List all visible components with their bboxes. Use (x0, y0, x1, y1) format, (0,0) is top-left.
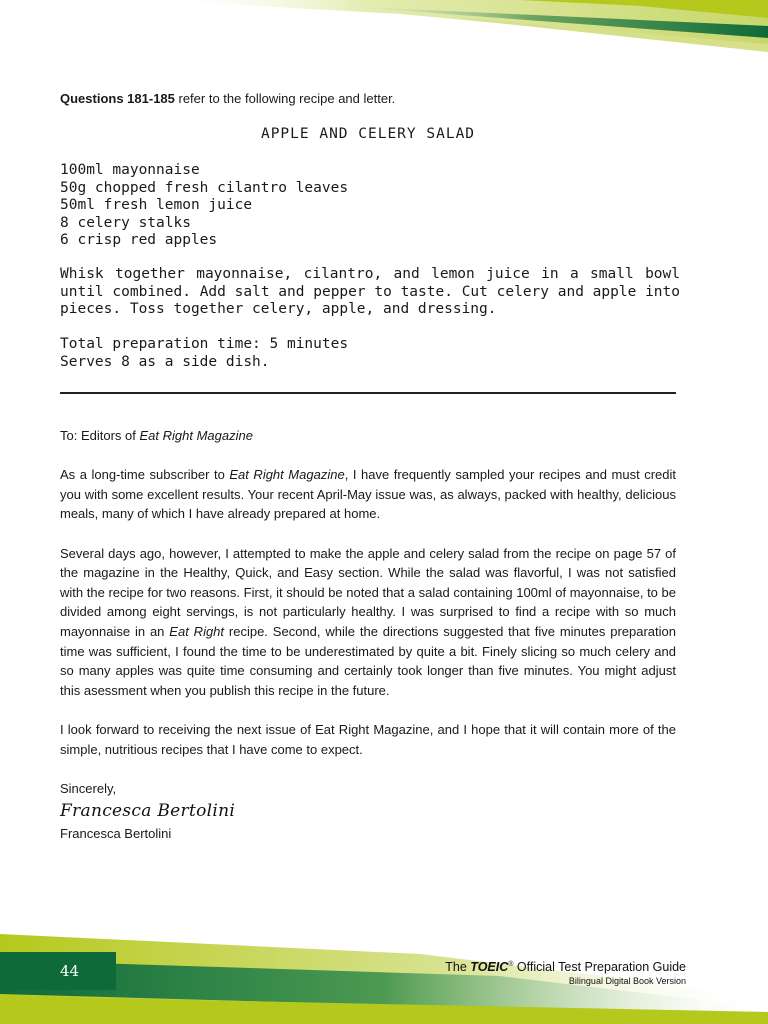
paragraph-text: , I have frequently sampled your recipes and must credit you with some excellent results. Your recent April-May issue was, as always, packed with healthy, delicious meals, many of which I have already prepared at home. (60, 467, 677, 522)
letter-paragraph-3: I look forward to receiving the next issue of Eat Right Magazine, and I hope that it will contain more of the simple, nutritious recipes that I have come to expect. (60, 721, 676, 757)
toeic-brand: TOEIC (470, 960, 509, 974)
paragraph-text: Several days ago, however, I attempted to make the apple and celery salad from the recipe on page 57 of the magazine in the Healthy, Quick, and Easy section. While the salad was flavorful, I was not satisfied with the recipe for two reasons. First, it should be noted that a salad containing 100ml of mayonnaise, to be divided among eight servings, is not particularly healthy. I was surprised to find a recipe with so much mayonnaise in an (60, 545, 676, 639)
footer-guide-title (445, 960, 686, 974)
ingredient-item: 6 crisp red apples (60, 232, 218, 248)
questions-intro (60, 91, 395, 106)
footer-title-prefix: The (445, 960, 471, 974)
page-number: 44 (60, 962, 80, 980)
recipe-time-block (60, 336, 348, 371)
letter-closing: Sincerely, (60, 780, 117, 796)
letter-paragraph-1 (60, 465, 676, 524)
letter-recipient (60, 426, 676, 446)
magazine-name: Eat Right Magazine (229, 467, 345, 483)
ingredient-item: 8 celery stalks (60, 214, 191, 231)
ingredient-item: 100ml mayonnaise (60, 162, 200, 178)
section-divider (60, 392, 676, 394)
footer-subtitle: Bilingual Digital Book Version (568, 976, 686, 986)
letter (60, 426, 676, 863)
paragraph-text: As a long-time subscriber to (60, 467, 230, 483)
recipient-prefix: To: Editors of (60, 428, 140, 443)
footer-title-rest: Official Test Preparation Guide (513, 960, 686, 974)
magazine-name: Eat Right (169, 623, 225, 639)
paragraph-text: recipe. Second, while the directions suggested that five minutes preparation time was sufficient, I found the time to be underestimated by quite a bit. Finely slicing so much celery and so many apples was quite time consuming and certainly took longer than five minutes. You might adjust this asessment when you publish this recipe in the future. (60, 623, 676, 698)
prep-time: Total preparation time: 5 minutes (60, 336, 349, 352)
question-range: Questions 181-185 (60, 91, 175, 106)
ingredient-list (60, 162, 348, 250)
registered-mark: ® (508, 960, 514, 968)
ingredient-item: 50ml fresh lemon juice (60, 197, 253, 213)
recipe-directions: Whisk together mayonnaise, cilantro, and lemon juice in a small bowl until combined. Add salt and pepper to taste. Cut celery and apple into pieces. Toss together celery, apple, and dressing. (60, 266, 680, 317)
signer-name: Francesca Bertolini (60, 825, 172, 841)
intro-text: refer to the following recipe and letter. (174, 91, 396, 106)
ingredient-item: 50g chopped fresh cilantro leaves (60, 179, 349, 196)
letter-paragraph-2 (60, 544, 676, 701)
magazine-name: Eat Right Magazine (139, 428, 253, 443)
recipe-title: APPLE AND CELERY SALAD (260, 126, 476, 142)
handwritten-signature: Francesca Bertolini (60, 801, 236, 822)
servings: Serves 8 as a side dish. (60, 353, 270, 370)
top-decorative-stripes (0, 0, 768, 60)
